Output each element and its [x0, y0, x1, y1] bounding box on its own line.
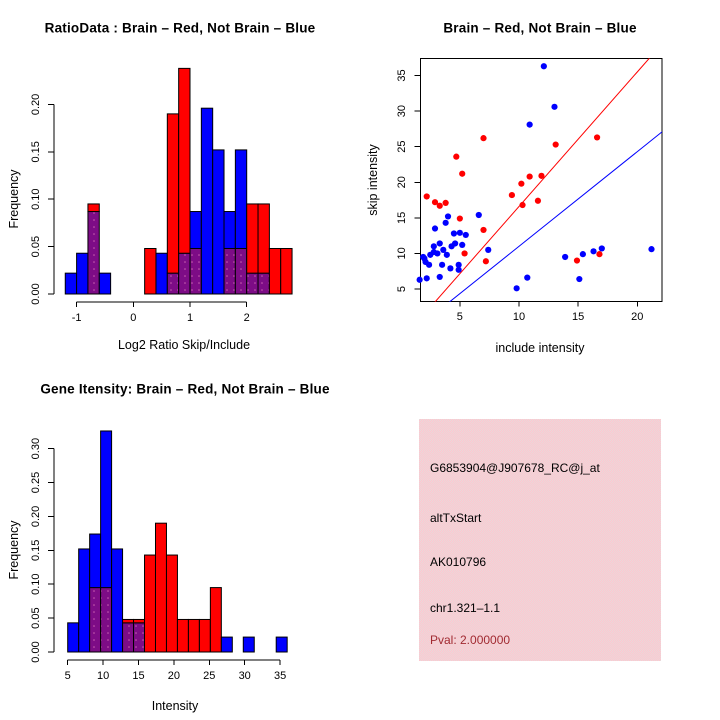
overlap-bar — [235, 248, 246, 294]
scatter-title: Brain – Red, Not Brain – Blue — [443, 20, 637, 36]
brain-point — [509, 192, 515, 198]
x-tick-label: -1 — [71, 312, 82, 324]
overlap-bar — [90, 588, 101, 652]
overlap-bar — [247, 273, 258, 294]
ratio-histogram-title: RatioData : Brain – Red, Not Brain – Blue — [44, 20, 316, 36]
not-brain-point — [485, 247, 491, 253]
red-bar — [269, 248, 280, 294]
blue-bar — [90, 534, 101, 588]
brain-point — [437, 203, 443, 209]
y-tick-label: 20 — [396, 176, 408, 189]
blue-bar — [224, 212, 235, 249]
not-brain-point — [648, 246, 654, 252]
x-tick-label: 30 — [238, 670, 251, 682]
brain-point — [553, 141, 559, 147]
brain-point — [453, 154, 459, 160]
ratio-histogram-plot — [30, 68, 292, 324]
not-brain-point — [562, 254, 568, 260]
blue-bar — [101, 431, 112, 588]
brain-point — [483, 258, 489, 264]
y-tick-label: 0.00 — [30, 641, 42, 663]
x-tick-label: 20 — [631, 311, 644, 323]
not-brain-point — [476, 212, 482, 218]
brain-point — [457, 215, 463, 221]
y-tick-label: 0.30 — [30, 437, 42, 460]
overlap-bar — [88, 212, 99, 294]
brain-point — [443, 200, 449, 206]
blue-bar — [79, 549, 90, 652]
blue-bar — [190, 212, 201, 249]
gene-intensity-histogram-xlabel: Intensity — [151, 699, 199, 713]
brain-point — [480, 135, 486, 141]
brain-point — [480, 227, 486, 233]
red-bar — [167, 114, 178, 273]
not-brain-point — [599, 245, 605, 251]
x-tick-label: 10 — [96, 670, 110, 682]
gene-intensity-histogram-ylabel: Frequency — [7, 520, 21, 580]
blue-bar — [112, 549, 123, 652]
y-tick-label: 0.05 — [30, 235, 42, 258]
brain-point — [519, 202, 525, 208]
not-brain-point — [551, 104, 557, 110]
red-bar — [145, 248, 156, 294]
red-bar — [88, 204, 99, 212]
blue-bar — [68, 623, 79, 652]
not-brain-point — [443, 220, 449, 226]
y-tick-label: 0.25 — [30, 471, 42, 494]
x-tick-label: 15 — [132, 670, 145, 682]
brain-point — [518, 181, 524, 187]
y-tick-label: 35 — [396, 69, 408, 82]
blue-bar — [77, 253, 88, 294]
overlap-bar — [123, 623, 134, 652]
blue-bar — [235, 150, 246, 249]
not-brain-point — [457, 230, 463, 236]
x-tick-label: 5 — [456, 311, 463, 323]
blue-bar — [65, 273, 76, 294]
scatter-xlabel: include intensity — [495, 341, 585, 355]
not-brain-point — [444, 252, 450, 258]
not-brain-point — [426, 262, 432, 268]
x-tick-label: 15 — [572, 311, 585, 323]
overlap-bar — [224, 248, 235, 294]
not-brain-point — [437, 274, 443, 280]
y-tick-label: 0.20 — [30, 93, 42, 116]
not-brain-point — [452, 240, 458, 246]
ratio-histogram-xlabel: Log2 Ratio Skip/Include — [117, 338, 251, 352]
x-tick-label: 25 — [203, 670, 216, 682]
x-tick-label: 1 — [186, 312, 194, 324]
red-bar — [177, 619, 188, 652]
brain-point — [594, 134, 600, 140]
not-brain-point — [514, 285, 520, 291]
blue-bar — [213, 150, 224, 294]
y-tick-label: 0.20 — [30, 505, 42, 528]
not-brain-point — [576, 276, 582, 282]
brain-point — [527, 173, 533, 179]
brain-point — [596, 251, 602, 257]
y-tick-label: 0.10 — [30, 188, 42, 210]
brain-point — [538, 173, 544, 179]
y-tick-label: 25 — [396, 140, 408, 153]
gene-event-type: altTxStart — [430, 511, 482, 525]
red-bar — [188, 619, 199, 652]
not-brain-point — [541, 63, 547, 69]
red-bar — [166, 555, 177, 652]
not-brain-point — [590, 248, 596, 254]
y-tick-label: 30 — [396, 104, 408, 118]
red-bar — [155, 523, 166, 652]
red-bar — [247, 204, 258, 273]
gene-probe-id: G6853904@J907678_RC@j_at — [430, 461, 600, 475]
gene-intensity-histogram-plot — [30, 431, 287, 682]
x-tick-label: 2 — [243, 312, 250, 324]
scatter-plot — [396, 17, 686, 345]
overlap-bar — [190, 248, 201, 294]
y-tick-label: 0.10 — [30, 573, 42, 595]
blue-bar — [99, 273, 110, 294]
not-brain-point — [524, 275, 530, 281]
y-tick-label: 5 — [396, 285, 408, 293]
red-bar — [199, 619, 210, 652]
not-brain-point — [451, 230, 457, 236]
gene-accession: AK010796 — [430, 555, 487, 569]
not-brain-point — [437, 240, 443, 246]
overlap-bar — [179, 253, 190, 294]
not-brain-point — [439, 262, 445, 268]
not-brain-point — [434, 250, 440, 256]
not-brain-point — [440, 247, 446, 253]
not-brain-fit-line — [397, 113, 686, 344]
y-tick-label: 0.00 — [30, 283, 42, 305]
overlap-bar — [101, 588, 112, 652]
not-brain-point — [424, 275, 430, 281]
not-brain-point — [432, 225, 438, 231]
x-tick-label: 5 — [64, 670, 71, 682]
blue-bar — [156, 253, 167, 294]
red-bar — [123, 619, 134, 622]
gene-locus: chr1.321–1.1 — [430, 601, 501, 615]
x-tick-label: 0 — [130, 312, 137, 324]
y-tick-label: 10 — [396, 247, 408, 260]
gene-intensity-histogram-title: Gene Itensity: Brain – Red, Not Brain – Blue — [40, 381, 330, 397]
brain-point — [574, 257, 580, 263]
x-tick-label: 20 — [167, 670, 181, 682]
not-brain-point — [431, 243, 437, 249]
y-tick-label: 15 — [396, 211, 408, 224]
ratio-histogram-ylabel: Frequency — [7, 169, 21, 229]
red-bar — [258, 204, 269, 273]
red-bar — [134, 619, 145, 622]
not-brain-point — [447, 265, 453, 271]
not-brain-point — [463, 232, 469, 238]
not-brain-point — [527, 122, 533, 128]
blue-bar — [243, 637, 254, 652]
not-brain-point — [459, 242, 465, 248]
blue-bar — [276, 637, 287, 652]
blue-bar — [221, 637, 232, 652]
gene-info-panel — [419, 419, 661, 661]
not-brain-point — [456, 267, 462, 273]
y-tick-label: 0.05 — [30, 607, 42, 629]
y-tick-label: 0.15 — [30, 539, 42, 562]
scatter-ylabel: skip intensity — [366, 144, 380, 216]
overlap-bar — [258, 273, 269, 294]
brain-point — [535, 198, 541, 204]
overlap-bar — [134, 623, 145, 652]
x-tick-label: 35 — [273, 670, 287, 682]
red-bar — [281, 248, 292, 294]
not-brain-point — [580, 251, 586, 257]
x-tick-label: 10 — [512, 311, 526, 323]
red-bar — [145, 555, 156, 652]
gene-pval: Pval: 2.000000 — [430, 633, 511, 647]
brain-point — [461, 250, 467, 256]
overlap-bar — [167, 273, 178, 294]
red-bar — [179, 68, 190, 253]
brain-point — [459, 171, 465, 177]
y-tick-label: 0.15 — [30, 141, 42, 163]
not-brain-point — [417, 277, 423, 283]
brain-point — [424, 193, 430, 199]
red-bar — [210, 588, 221, 652]
not-brain-point — [445, 213, 451, 219]
blue-bar — [201, 108, 212, 294]
